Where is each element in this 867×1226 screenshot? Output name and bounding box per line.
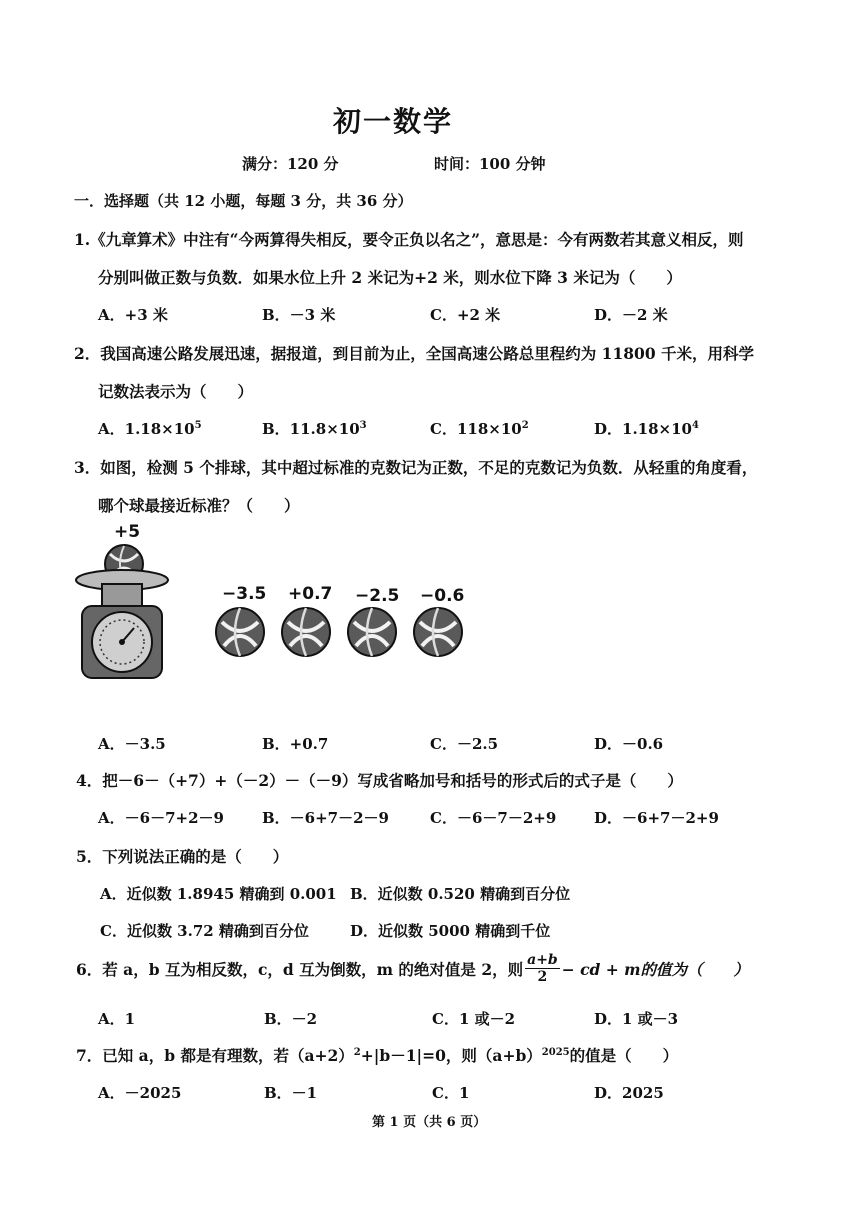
- q2-option-c: C．$118\times 10^2$: [430, 420, 529, 438]
- q2-option-d: D．$1.18\times 10^4$: [594, 420, 699, 438]
- q2-option-a: A．$1.18\times 10^5$: [98, 420, 202, 438]
- q3-option-a: A．－3.5: [98, 735, 166, 753]
- volleyball-icon: [414, 608, 462, 656]
- page-title: 初一数学: [333, 105, 454, 138]
- q2-line1: 2．我国高速公路发展迅速，据报道，到目前为止，全国高速公路总里程约为 11800 千米，用科学: [74, 344, 755, 363]
- q7-line1: 7．已知 a，b 都是有理数，若$(a+2)^2+|b-1|=0$，则$(a+b)^{2025}$的值是（ ）: [76, 1046, 679, 1065]
- q7-option-b: B．－1: [264, 1084, 318, 1102]
- q1-option-b: B．－3 米: [262, 306, 336, 324]
- exam-time: 时间：100 分钟: [434, 155, 546, 173]
- page-footer: 第 1 页（共 6 页）: [372, 1115, 487, 1130]
- q4-option-a: A．－6－7+2－9: [98, 809, 224, 827]
- q6-fraction-numerator: a+b: [527, 952, 558, 968]
- q5-option-c: C．近似数 3.72 精确到百分位: [100, 922, 309, 940]
- q3-line1: 3．如图，检测 5 个排球，其中超过标准的克数记为正数，不足的克数记为负数．从轻重的角度看，: [74, 458, 758, 477]
- volleyball-icon: [348, 608, 396, 656]
- section-heading: 一．选择题（共 12 小题，每题 3 分，共 36 分）: [74, 192, 413, 210]
- q6-line1: [76, 952, 749, 985]
- q6-suffix: − cd + m的值为（ ）: [561, 959, 750, 979]
- q7-option-c: C．1: [432, 1084, 470, 1102]
- q3-option-b: B．+0.7: [262, 735, 329, 753]
- q2-option-b: B．$11.8\times 10^3$: [262, 420, 367, 438]
- q6-fraction: [525, 952, 560, 985]
- q1-line1: 1.《九章算术》中注有“今两算得失相反，要令正负以名之”，意思是：今有两数若其意义相反，则: [74, 230, 744, 249]
- q4-option-c: C．－6－7－2+9: [430, 809, 557, 827]
- q1-option-a: A．+3 米: [98, 306, 168, 324]
- q1-line2: 分别叫做正数与负数．如果水位上升 2 米记为+2 米，则水位下降 3 米记为（ ）: [98, 268, 682, 287]
- q6-option-b: B．－2: [264, 1010, 318, 1028]
- ball-2-label: +0.7: [288, 584, 333, 604]
- q5-option-a: A．近似数 1.8945 精确到 0.001: [100, 885, 337, 903]
- scale-ball-label: +5: [114, 522, 141, 542]
- q3-line2: 哪个球最接近标准？（ ）: [98, 496, 300, 515]
- q1-option-c: C．+2 米: [430, 306, 501, 324]
- q6-option-a: A．1: [98, 1010, 136, 1028]
- q5-option-d: D．近似数 5000 精确到千位: [350, 922, 551, 940]
- q1-option-d: D．－2 米: [594, 306, 668, 324]
- volleyball-icon: [282, 608, 330, 656]
- q3-option-d: D．－0.6: [594, 735, 664, 753]
- q7-option-a: A．－2025: [98, 1084, 182, 1102]
- q4-option-d: D．－6+7－2+9: [594, 809, 719, 827]
- ball-4-label: −0.6: [420, 586, 465, 606]
- q6-option-d: D．1 或－3: [594, 1010, 679, 1028]
- q5-option-b: B．近似数 0.520 精确到百分位: [350, 885, 571, 903]
- q6-fraction-denominator: 2: [537, 969, 548, 985]
- q5-line1: 5．下列说法正确的是（ ）: [76, 847, 289, 866]
- q4-option-b: B．－6+7－2－9: [262, 809, 389, 827]
- q2-line2: 记数法表示为（ ）: [98, 382, 254, 401]
- ball-3-label: −2.5: [355, 586, 400, 606]
- scale-with-ball-illustration: [72, 540, 172, 682]
- ball-1-label: −3.5: [222, 584, 267, 604]
- volleyball-icon: [216, 608, 264, 656]
- q4-line1: 4．把－6－（+7）+（－2）－（－9）写成省略加号和括号的形式后的式子是（ ）: [76, 771, 683, 790]
- q7-option-d: D．2025: [594, 1084, 664, 1102]
- full-score: 满分：120 分: [242, 155, 339, 173]
- q6-option-c: C．1 或－2: [432, 1010, 516, 1028]
- q3-option-c: C．－2.5: [430, 735, 499, 753]
- q6-prefix: 6．若 a，b 互为相反数，c，d 互为倒数，m 的绝对值是 2，则: [76, 959, 524, 979]
- volleyballs-row: [212, 604, 466, 658]
